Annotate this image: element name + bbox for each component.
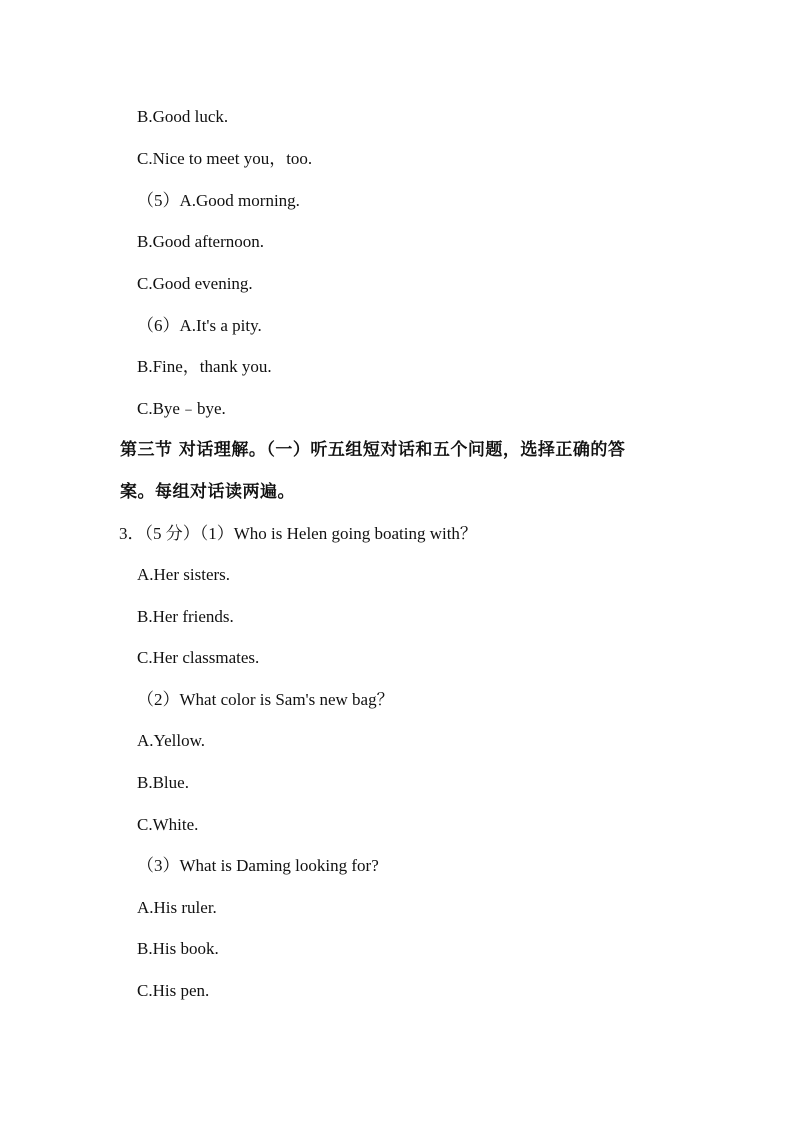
option-text: A.His ruler.: [137, 898, 217, 917]
question-text: （3）What is Daming looking for?: [137, 856, 379, 875]
option-text: C.Bye﹣bye.: [137, 399, 226, 418]
section-heading-continued: 案。每组对话读两遍。: [120, 482, 295, 502]
option-text: C.White.: [137, 815, 199, 834]
option-text: B.His book.: [137, 939, 219, 958]
option-text: C.Good evening.: [137, 274, 253, 293]
question-text: 3．（5 分）（1）Who is Helen going boating with？: [119, 524, 477, 543]
question-option-text: （6）A.It's a pity.: [137, 316, 262, 335]
option-text: B.Good luck.: [137, 107, 229, 126]
option-text: C.Her classmates.: [137, 648, 260, 667]
option-text: B.Good afternoon.: [137, 232, 265, 251]
option-text: C.Nice to meet you，too.: [137, 149, 313, 168]
section-heading: 第三节 对话理解。（一）听五组短对话和五个问题，选择正确的答: [120, 440, 626, 460]
option-text: C.His pen.: [137, 981, 210, 1000]
question-text: （2）What color is Sam's new bag？: [137, 690, 394, 709]
option-text: B.Fine，thank you.: [137, 357, 272, 376]
option-text: A.Her sisters.: [137, 565, 231, 584]
option-text: B.Her friends.: [137, 607, 234, 626]
option-text: B.Blue.: [137, 773, 189, 792]
option-text: A.Yellow.: [137, 731, 206, 750]
question-option-text: （5）A.Good morning.: [137, 191, 300, 210]
